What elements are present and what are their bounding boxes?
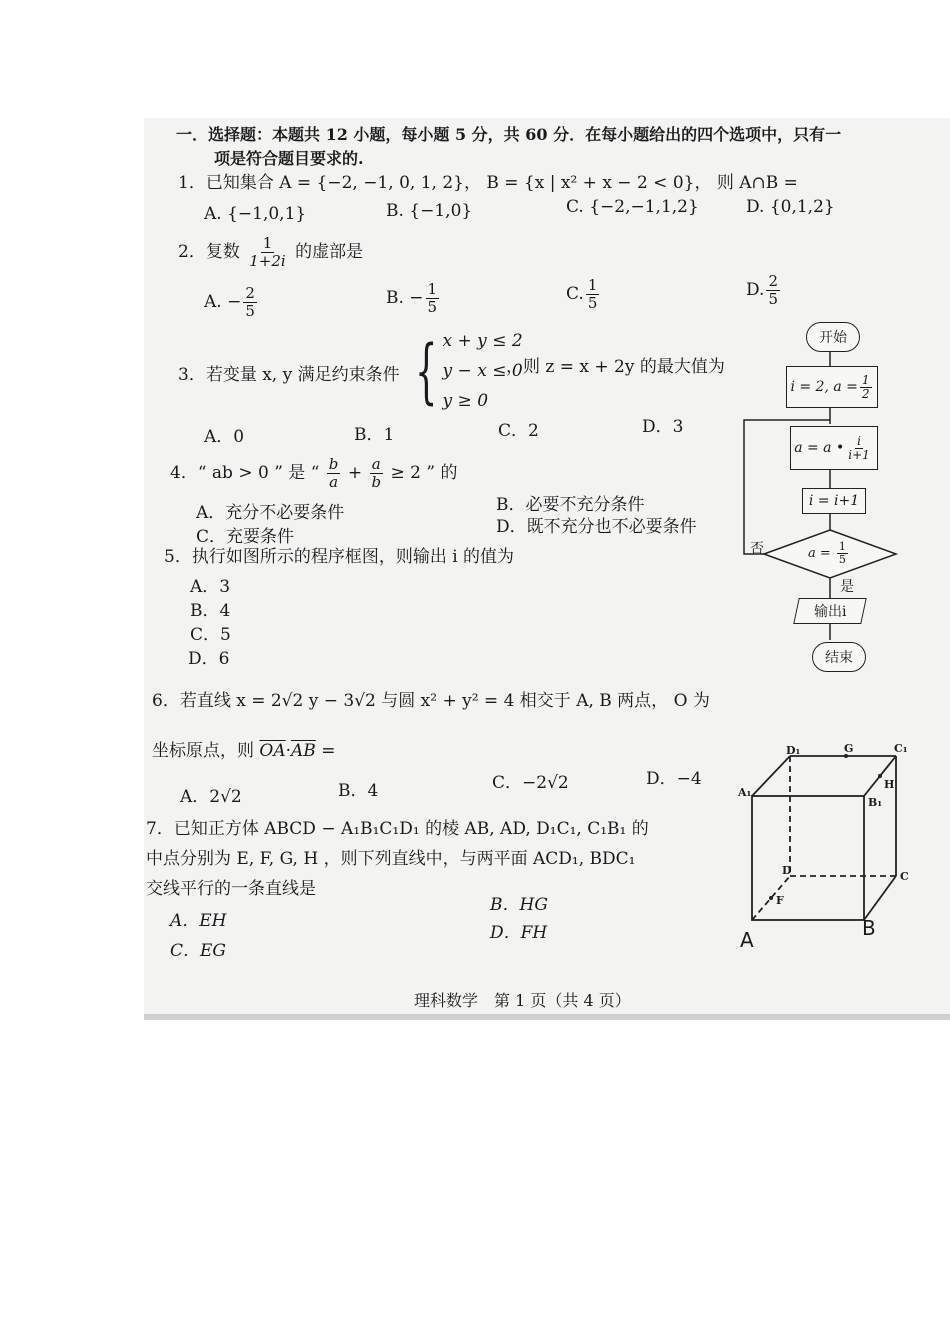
q2-opt-b-num: 1: [427, 280, 438, 298]
cube-label-h: H: [884, 778, 895, 791]
q3-option-d[interactable]: D．3: [642, 417, 684, 437]
fc-yes-label: 是: [840, 579, 854, 595]
q4-frac2-den: b: [371, 473, 382, 491]
q1-option-b[interactable]: B. {−1,0}: [386, 201, 473, 221]
q6-option-d[interactable]: D．−4: [646, 769, 702, 789]
q2-opt-c-num: 1: [587, 276, 598, 294]
q2-opt-d-label: D.: [746, 280, 765, 300]
section-header-line2: 项是符合题目要求的.: [214, 149, 364, 168]
cube-label-c1: C₁: [894, 742, 908, 755]
q3-prefix: 3．若变量 x, y 满足约束条件: [178, 365, 400, 385]
fc-cond-num: 1: [838, 540, 846, 553]
question-7-line2: 中点分别为 E, F, G, H ，则下列直线中，与两平面 ACD₁, BDC₁: [146, 849, 636, 869]
q4-suffix: ≥ 2 ” 的: [390, 463, 458, 483]
cube-label-a1: A₁: [738, 786, 752, 799]
cube-label-d1: D₁: [786, 744, 801, 757]
fc-cond-prefix: a =: [808, 546, 831, 561]
q6-vector-ab: $\overline{AB}$: [291, 741, 316, 761]
q2-opt-b-den: 5: [427, 298, 438, 316]
question-1-text: 1．已知集合 A = {−2, −1, 0, 1, 2}， B = {x | x² + x − 2 < 0}， 则 A∩B =: [178, 173, 798, 193]
q5-option-a[interactable]: A．3: [190, 577, 231, 597]
q6-line2-suffix: =: [321, 741, 336, 761]
q4-option-c[interactable]: C．充要条件: [196, 527, 295, 547]
q4-option-d[interactable]: D．既不充分也不必要条件: [496, 517, 697, 537]
q6-option-c[interactable]: C．−2√2: [492, 773, 569, 793]
cube-label-d: D: [782, 864, 792, 877]
fc-end: 结束: [812, 642, 866, 672]
fc-update-den: i+1: [848, 447, 870, 462]
q6-option-a[interactable]: A．2√2: [180, 787, 242, 807]
q2-frac-den: 1+2i: [249, 252, 286, 270]
cube-label-b: B: [862, 916, 876, 940]
q1-option-a[interactable]: A. {−1,0,1}: [204, 204, 307, 224]
q3-constraint-1: x + y ≤ 2: [442, 331, 523, 351]
q2-opt-c-den: 5: [587, 294, 598, 312]
question-7-line3: 交线平行的一条直线是: [146, 879, 316, 899]
cube-edge-a1d1: [752, 756, 790, 796]
fc-init-prefix: i = 2, a =: [790, 379, 858, 395]
q7-option-c[interactable]: C．EG: [170, 941, 226, 961]
q2-prefix: 2．复数: [178, 242, 240, 262]
page-footer: 理科数学 第 1 页（共 4 页）: [414, 991, 631, 1010]
q6-vector-oa: $\overline{OA}$: [259, 741, 286, 761]
q1-option-c[interactable]: C. {−2,−1,1,2}: [566, 197, 699, 217]
q3-option-c[interactable]: C．2: [498, 421, 539, 441]
cube-label-b1: B₁: [868, 796, 883, 809]
q2-opt-c-label: C.: [566, 284, 584, 304]
fc-start: 开始: [806, 322, 860, 352]
fc-no-label: 否: [750, 541, 764, 557]
q3-suffix: ，则 z = x + 2y 的最大值为: [506, 357, 725, 377]
q6-line2-prefix: 坐标原点，则: [152, 741, 254, 761]
section-header-line1: 一．选择题：本题共 12 小题，每小题 5 分，共 60 分．在每小题给出的四个选项中，只有一: [176, 125, 842, 144]
cube-edge-bc: [864, 876, 896, 920]
q2-opt-a-num: 2: [245, 284, 255, 302]
q5-option-b[interactable]: B．4: [190, 601, 231, 621]
cube-label-c: C: [900, 870, 909, 883]
q1-option-d[interactable]: D. {0,1,2}: [746, 197, 835, 217]
cube-label-f: F: [776, 894, 784, 907]
fc-increment-box: i = i+1: [802, 488, 866, 514]
fc-cond-den: 5: [838, 553, 846, 566]
question-5-text: 5．执行如图所示的程序框图，则输出 i 的值为: [164, 547, 515, 567]
q2-opt-a-label: A. −: [204, 292, 242, 312]
cube-label-a: A: [740, 928, 754, 952]
q7-option-a[interactable]: A．EH: [170, 911, 227, 931]
q3-constraint-3: y ≥ 0: [442, 391, 489, 411]
q3-option-b[interactable]: B．1: [354, 425, 395, 445]
q2-frac-num: 1: [262, 234, 273, 252]
fc-update-num: i: [857, 433, 861, 448]
q2-opt-d-num: 2: [768, 272, 778, 290]
fc-output-text: 输出i: [813, 604, 847, 620]
q4-option-b[interactable]: B．必要不充分条件: [496, 495, 645, 515]
question-7-line1: 7．已知正方体 ABCD − A₁B₁C₁D₁ 的棱 AB, AD, D₁C₁, C₁B₁ 的: [146, 819, 649, 839]
q7-option-d[interactable]: D．FH: [490, 923, 548, 943]
fc-init-den: 2: [861, 386, 870, 401]
cube-point-f: [769, 896, 773, 900]
question-6-line1: 6．若直线 x = 2√2 y − 3√2 与圆 x² + y² = 4 相交于 A, B 两点， O 为: [152, 691, 710, 711]
q6-dot: ·: [285, 741, 292, 761]
q5-option-c[interactable]: C．5: [190, 625, 231, 645]
cube-label-g: G: [844, 742, 854, 755]
q2-opt-b-label: B. −: [386, 288, 424, 308]
q4-frac1-den: a: [329, 473, 339, 491]
cube-point-h: [878, 774, 882, 778]
q2-opt-d-den: 5: [768, 290, 778, 308]
q3-brace: {: [415, 330, 438, 412]
q2-opt-a-den: 5: [245, 302, 255, 320]
q4-frac1-num: b: [328, 455, 339, 473]
q3-option-a[interactable]: A．0: [204, 427, 245, 447]
q3-constraint-2: y − x ≤ 0: [442, 361, 523, 381]
q5-option-d[interactable]: D．6: [188, 649, 230, 669]
q7-option-b[interactable]: B．HG: [490, 895, 548, 915]
q4-option-a[interactable]: A．充分不必要条件: [196, 503, 345, 523]
q4-frac2-num: a: [371, 455, 381, 473]
q4-prefix: 4．“ ab > 0 ” 是 “: [170, 463, 320, 483]
fc-init-num: 1: [861, 372, 870, 387]
fc-update-prefix: a = a •: [794, 440, 845, 456]
q2-suffix: 的虚部是: [295, 242, 364, 262]
q6-option-b[interactable]: B．4: [338, 781, 379, 801]
q4-plus: +: [347, 463, 363, 483]
